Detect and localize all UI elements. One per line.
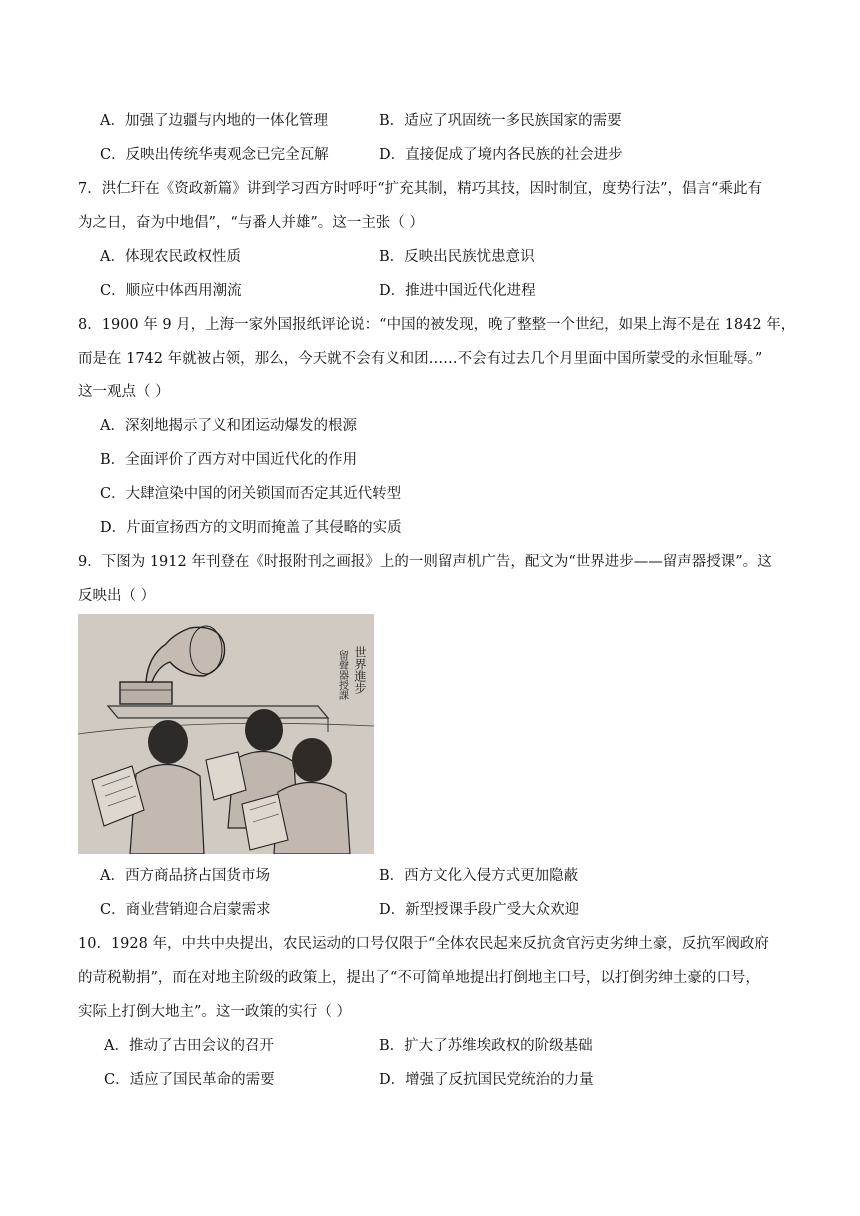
q9-stem-line-1: 9．下图为 1912 年刊登在《时报附刊之画报》上的一则留声机广告，配文为“世界进步——留声器授课”。这	[78, 554, 772, 570]
q8-option-b: B．全面评价了西方对中国近代化的作用	[100, 452, 358, 468]
q10-stem-line-1: 10．1928 年，中共中央提出，农民运动的口号仅限于“全体农民起来反抗贪官污吏劣绅土豪，反抗军阀政府	[78, 936, 769, 952]
q7-stem-line-2: 为之日，奋为中地倡”，“与番人并雄”。这一主张（ ）	[78, 215, 424, 231]
q10-option-c: C．适应了国民革命的需要	[104, 1072, 275, 1088]
q9-option-d: D．新型授课手段广受大众欢迎	[379, 902, 580, 918]
q10-option-b: B．扩大了苏维埃政权的阶级基础	[379, 1038, 593, 1054]
q8-option-a: A．深刻地揭示了义和团运动爆发的根源	[100, 418, 357, 434]
q9-option-a: A．西方商品挤占国货市场	[100, 868, 270, 884]
q7-option-b: B．反映出民族忧患意识	[379, 249, 535, 265]
q7-option-a: A．体现农民政权性质	[100, 249, 241, 265]
figure-caption-world-progress: 世界進步	[353, 646, 367, 694]
q9-option-c: C．商业营销迎合启蒙需求	[100, 902, 271, 918]
q10-option-d: D．增强了反抗国民党统治的力量	[379, 1072, 594, 1088]
q8-option-c: C．大肆渲染中国的闭关锁国而否定其近代转型	[100, 486, 402, 502]
q6-option-d: D．直接促成了境内各民族的社会进步	[379, 147, 623, 163]
q7-option-c: C．顺应中体西用潮流	[100, 283, 242, 299]
q7-stem-line-1: 7．洪仁玕在《资政新篇》讲到学习西方时呼吁“扩充其制，精巧其技，因时制宜，度势行法”，倡言“乘此有	[78, 181, 762, 197]
q8-stem-line-3: 这一观点（ ）	[78, 384, 170, 400]
q10-stem-line-3: 实际上打倒大地主”。这一政策的实行（ ）	[78, 1004, 352, 1020]
q10-option-a: A．推动了古田会议的召开	[104, 1038, 274, 1054]
q8-stem-line-1: 8．1900 年 9 月，上海一家外国报纸评论说：“中国的被发现，晚了整整一个世纪，如果上海不是在 1842 年，	[78, 317, 796, 333]
q9-stem-line-2: 反映出（ ）	[78, 588, 156, 604]
figure-caption-gramophone-lesson: 留聲器授課	[336, 650, 348, 700]
q8-stem-line-2: 而是在 1742 年就被占领，那么，今天就不会有义和团……不会有过去几个月里面中国所蒙受的永恒耻辱。”	[78, 351, 763, 367]
gramophone-advertisement-figure	[78, 614, 374, 854]
q6-option-b: B．适应了巩固统一多民族国家的需要	[379, 113, 622, 129]
q9-option-b: B．西方文化入侵方式更加隐蔽	[379, 868, 579, 884]
q10-stem-line-2: 的苛税勒捐”，而在对地主阶级的政策上，提出了“不可简单地提出打倒地主口号，以打倒劣绅土豪的口号，	[78, 970, 760, 986]
gramophone-classroom-sketch	[78, 614, 374, 854]
q6-option-c: C．反映出传统华夷观念已完全瓦解	[100, 147, 329, 163]
q6-option-a: A．加强了边疆与内地的一体化管理	[100, 113, 328, 129]
q8-option-d: D．片面宣扬西方的文明而掩盖了其侵略的实质	[100, 520, 402, 536]
q7-option-d: D．推进中国近代化进程	[379, 283, 536, 299]
